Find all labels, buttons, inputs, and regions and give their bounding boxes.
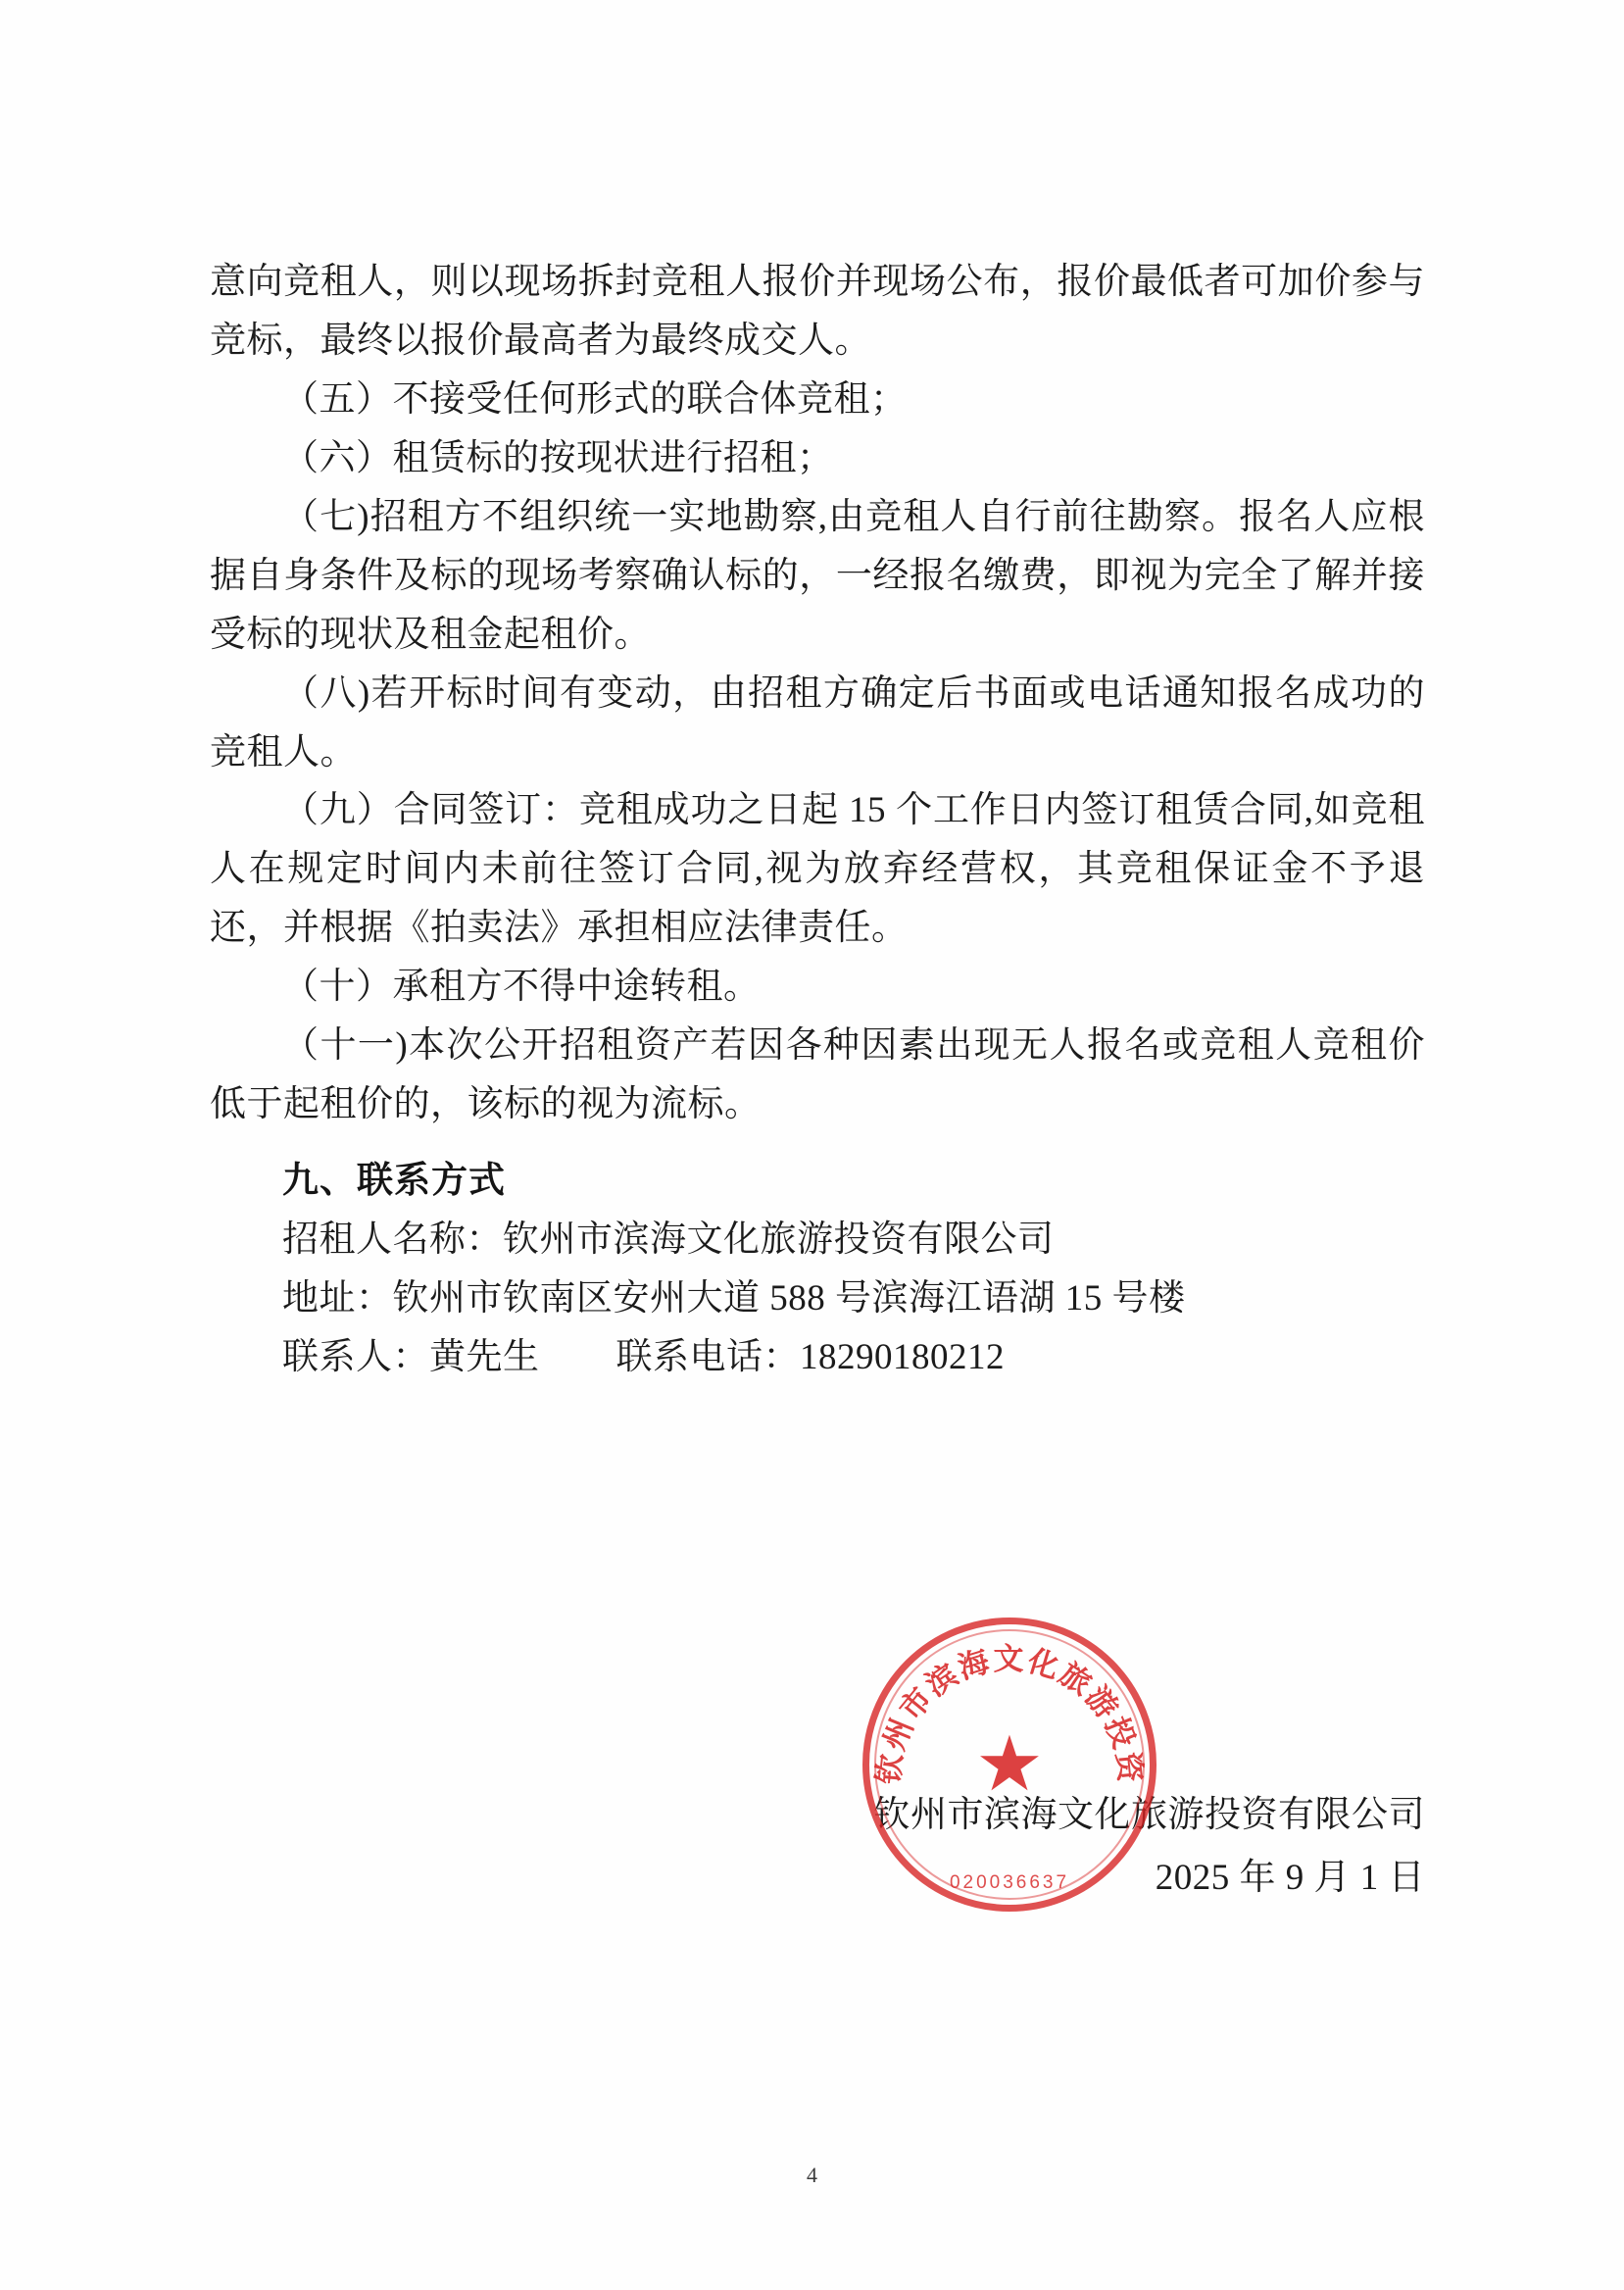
seal-code: 020036637 bbox=[949, 1872, 1070, 1893]
page-number: 4 bbox=[807, 2163, 817, 2187]
contact-lessor-label: 招租人名称： bbox=[282, 1220, 503, 1260]
paragraph-item-6: （六）租赁标的按现状进行招租； bbox=[282, 437, 834, 478]
paragraph-item-9: （九）合同签订：竞租成功之日起 15 个工作日内签订租赁合同,如竞租人在规定时间内未前往签订合同,视为放弃经营权，其竞租保证金不予退还，并根据《拍卖法》承担相应法律责任。 bbox=[210, 790, 1425, 949]
contact-person-label: 联系人： bbox=[282, 1336, 429, 1377]
section-heading-contact: 九、联系方式 bbox=[282, 1161, 506, 1202]
signature-company: 钦州市滨海文化旅游投资有限公司 bbox=[873, 1795, 1425, 1835]
contact-address-value: 钦州市钦南区安州大道 588 号滨海江语湖 15 号楼 bbox=[392, 1277, 1186, 1319]
paragraph-item-7: （七)招租方不组织统一实地勘察,由竞租人自行前往勘察。报名人应根据自身条件及标的现场考察确认标的，一经报名缴费，即视为完全了解并接受标的现状及租金起租价。 bbox=[210, 496, 1425, 655]
contact-address bbox=[210, 1269, 1425, 1328]
signature-block bbox=[210, 1784, 1611, 1909]
contact-lessor bbox=[210, 1211, 1425, 1269]
contact-person-phone bbox=[210, 1328, 1425, 1387]
signature-date: 2025 年 9 月 1 日 bbox=[1155, 1857, 1425, 1898]
paragraph-item-5: （五）不接受任何形式的联合体竞租； bbox=[282, 378, 908, 420]
contact-lessor-value: 钦州市滨海文化旅游投资有限公司 bbox=[503, 1220, 1055, 1260]
contact-address-label: 地址： bbox=[282, 1277, 393, 1319]
contact-phone-label: 联系电话： bbox=[615, 1336, 800, 1377]
paragraph-item-8: （八)若开标时间有变动，由招租方确定后书面或电话通知报名成功的竞租人。 bbox=[210, 672, 1425, 772]
seal-arc-text: 钦州市滨海文化旅游投资 bbox=[871, 1642, 1148, 1786]
paragraph-continuation: 意向竞租人，则以现场拆封竞租人报价并现场公布，报价最低者可加价参与竞标，最终以报价最高者为最终成交人。 bbox=[210, 262, 1425, 361]
paragraph-item-10: （十）承租方不得中途转租。 bbox=[282, 967, 761, 1008]
seal-star-icon: ★ bbox=[975, 1721, 1044, 1807]
contact-person-value: 黄先生 bbox=[429, 1336, 540, 1377]
contact-phone-value: 18290180212 bbox=[800, 1336, 1005, 1377]
paragraph-item-11: （十一)本次公开招租资产若因各种因素出现无人报名或竞租人竞租价低于起租价的，该标的视为流标。 bbox=[210, 1025, 1425, 1125]
document-body bbox=[210, 253, 1425, 1387]
